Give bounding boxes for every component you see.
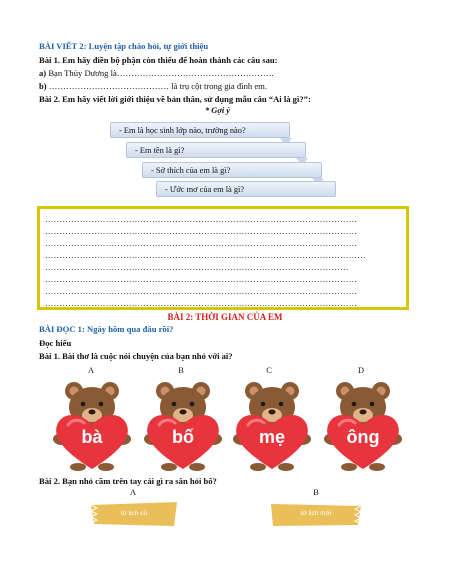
answer-line[interactable]: ……………………………………………………………………………………………… bbox=[45, 275, 358, 284]
answer-line[interactable]: ……………………………………………………………………………………………… bbox=[45, 215, 358, 224]
item-b-label: b) bbox=[39, 81, 47, 91]
tag-option-a[interactable] bbox=[91, 502, 177, 526]
answer-line[interactable]: …………………………………………………………………………………………… bbox=[45, 263, 349, 272]
option-letter: D bbox=[357, 366, 365, 375]
bear-option-d[interactable] bbox=[321, 377, 405, 472]
option-word: ông bbox=[346, 427, 380, 447]
reading-title: BÀI ĐỌC 1: Ngày hôm qua đâu rồi? bbox=[39, 324, 174, 334]
hint-label: * Gợi ý bbox=[205, 106, 230, 115]
bear-heart-icon bbox=[50, 377, 134, 472]
option-letter: B bbox=[313, 488, 319, 497]
bear-option-a[interactable] bbox=[50, 377, 134, 472]
bear-heart-icon bbox=[141, 377, 225, 472]
tag-label: tờ lịch cũ bbox=[120, 510, 148, 517]
answer-line[interactable]: ……………………………………………………………………………………………… bbox=[45, 239, 358, 248]
item-a-text: Bạn Thùy Dương là………………………………………………. bbox=[46, 68, 274, 78]
hint-step-2: - Em tên là gì? bbox=[126, 142, 306, 158]
option-word: bà bbox=[81, 427, 103, 447]
answer-line[interactable]: ……………………………………………………………………………………………… bbox=[45, 287, 358, 296]
answer-line[interactable]: ………………………………………………………………………………………………… bbox=[45, 251, 366, 260]
exercise-1-b bbox=[39, 81, 267, 92]
question-1: Bài 1. Bài thơ là cuộc nói chuyện của bạn nhỏ với ai? bbox=[39, 351, 233, 361]
hint-step-1: - Em là học sinh lớp nào, trường nào? bbox=[110, 122, 290, 138]
bear-heart-icon bbox=[321, 377, 405, 472]
option-letter: A bbox=[129, 488, 137, 497]
tag-label: tờ lịch mới bbox=[300, 510, 332, 517]
lesson-heading: BÀI 2: THỜI GIAN CỦA EM bbox=[167, 312, 283, 322]
answer-line[interactable]: ……………………………………………………………………………………………… bbox=[45, 299, 358, 308]
option-letter: A bbox=[87, 366, 95, 375]
tag-option-b[interactable] bbox=[271, 502, 361, 526]
bear-heart-icon bbox=[230, 377, 314, 472]
answer-box[interactable] bbox=[37, 206, 409, 310]
item-a-label: a) bbox=[39, 68, 47, 78]
hint-step-3: - Sở thích của em là gì? bbox=[142, 162, 322, 178]
bear-option-c[interactable] bbox=[230, 377, 314, 472]
hint-step-4: - Ước mơ của em là gì? bbox=[156, 181, 336, 197]
exercise-1-title: Bài 1. Em hãy điền bộ phận còn thiếu để hoàn thành các câu sau: bbox=[39, 55, 278, 65]
option-word: bố bbox=[172, 427, 194, 447]
bear-option-b[interactable] bbox=[141, 377, 225, 472]
answer-line[interactable]: ……………………………………………………………………………………………… bbox=[45, 227, 358, 236]
question-2: Bài 2. Bạn nhỏ cầm trên tay cái gì ra sân hỏi bố? bbox=[39, 476, 217, 486]
option-letter: C bbox=[266, 366, 272, 375]
option-letter: B bbox=[178, 366, 184, 375]
option-word: mẹ bbox=[258, 427, 285, 447]
section-title: BÀI VIẾT 2: Luyện tập chào hỏi, tự giới thiệu bbox=[39, 41, 209, 51]
exercise-1-a bbox=[39, 68, 274, 79]
exercise-2-title: Bài 2. Em hãy viết lời giới thiệu về bản thân, sử dụng mẫu câu “Ai là gì?”: bbox=[39, 94, 311, 104]
comprehension-label: Đọc hiểu bbox=[39, 338, 72, 348]
item-b-text: …………………………………… là trụ cột trong gia đình em. bbox=[46, 81, 267, 91]
